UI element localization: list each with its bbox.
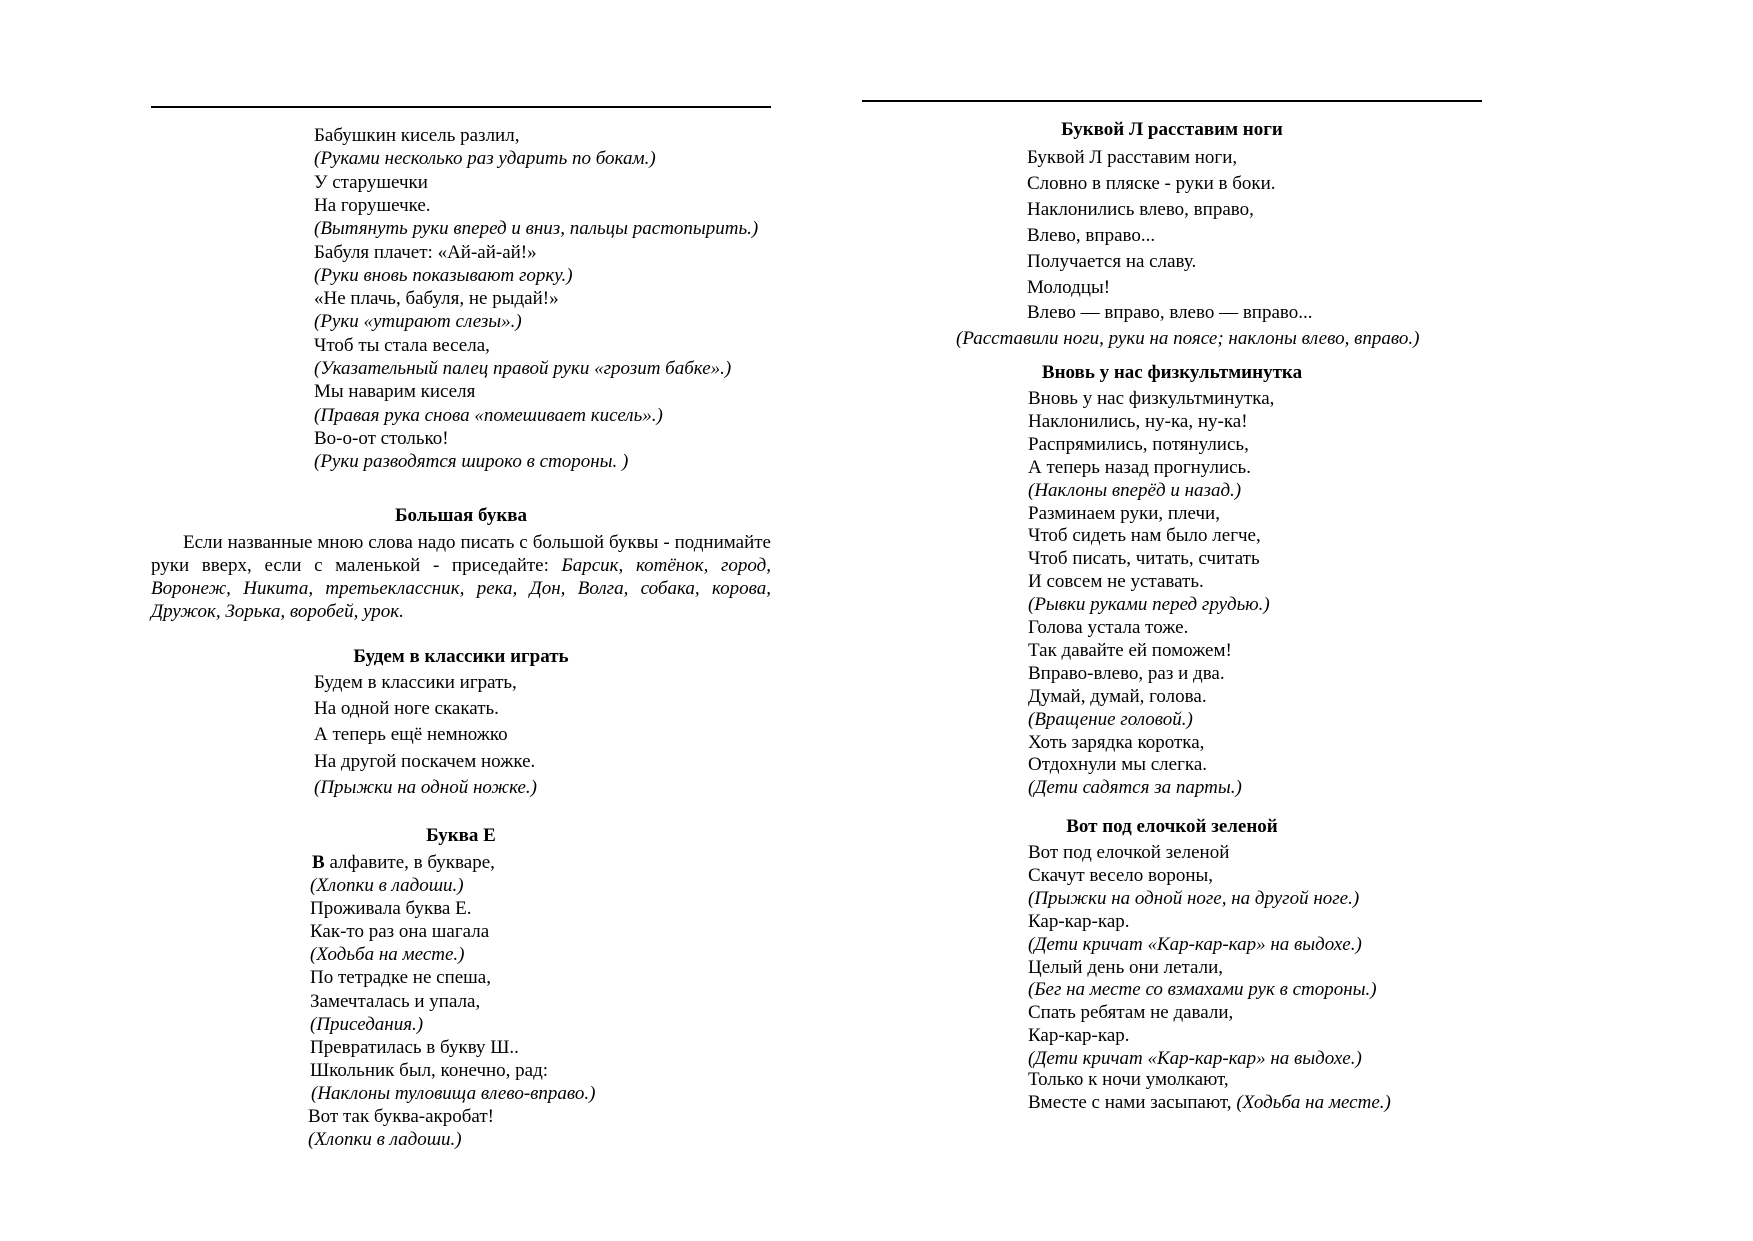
- verse-line: Влево, вправо...: [1027, 224, 1156, 246]
- verse-line: Вот так буква-акробат!: [308, 1106, 494, 1127]
- elochka-last-line: Только к ночи умолкают,: [1028, 1069, 1229, 1090]
- verse-line: Будем в классики играть,: [314, 672, 517, 693]
- verse-line: Наклонились влево, вправо,: [1027, 198, 1254, 220]
- verse-line: Словно в пляске - руки в боки.: [1027, 172, 1276, 194]
- stage-direction: (Вытянуть руки вперед и вниз, пальцы растопырить.): [314, 218, 759, 240]
- verse-line: Вновь у нас физкультминутка,: [1028, 388, 1275, 409]
- verse-line: Мы наварим киселя: [314, 381, 476, 403]
- verse-line: А теперь ещё немножко: [314, 724, 508, 746]
- verse-line: Бабушкин кисель разлил,: [314, 125, 520, 146]
- verse-line: Во-о-от столько!: [314, 427, 449, 449]
- verse-line: «Не плачь, бабуля, не рыдай!»: [314, 288, 559, 310]
- verse-line: У старушечки: [314, 171, 428, 193]
- stage-direction: (Правая рука снова «помешивает кисель».): [314, 404, 663, 426]
- verse-line: На горушечке.: [314, 194, 431, 216]
- verse-line: Наклонились, ну-ка, ну-ка!: [1028, 410, 1248, 432]
- stage-direction: (Вращение головой.): [1028, 708, 1193, 730]
- letter-e-bold-initial: В: [312, 852, 325, 873]
- letter-e-first-line: [312, 852, 495, 875]
- title-letter-l: Буквой Л расставим ноги: [1061, 119, 1283, 140]
- verse-line: Молодцы!: [1027, 276, 1111, 298]
- stage-direction: (Руками несколько раз ударить по бокам.): [314, 148, 656, 170]
- verse-line: Спать ребятам не давали,: [1028, 1002, 1234, 1024]
- elochka-final-line: [1028, 1092, 1391, 1115]
- verse-line: Влево — вправо, влево — вправо...: [1027, 302, 1313, 324]
- elochka-final-italic: (Ходьба на месте.): [1236, 1092, 1391, 1113]
- verse-line: Буквой Л расставим ноги,: [1027, 147, 1238, 168]
- verse-line: На другой поскачем ножке.: [314, 750, 536, 772]
- title-elochka: Вот под елочкой зеленой: [1066, 816, 1278, 837]
- verse-line: Чтоб ты стала весела,: [314, 334, 490, 356]
- stage-direction: (Дети кричат «Кар-кар-кар» на выдохе.): [1028, 933, 1362, 955]
- verse-line: Кар-кар-кар.: [1028, 1025, 1130, 1047]
- verse-line: Разминаем руки, плечи,: [1028, 502, 1220, 524]
- verse-line: Вправо-влево, раз и два.: [1028, 662, 1225, 684]
- verse-line: Как-то раз она шагала: [310, 921, 490, 943]
- stage-direction: (Ходьба на месте.): [310, 944, 465, 966]
- stage-direction: (Расставили ноги, руки на поясе; наклоны влево, вправо.): [956, 328, 1420, 350]
- letter-e-first-rest: алфавите, в букваре,: [324, 852, 495, 873]
- stage-direction: (Хлопки в ладоши.): [310, 875, 464, 896]
- stage-direction: (Хлопки в ладоши.): [308, 1129, 462, 1151]
- stage-direction: (Руки «утирают слезы».): [314, 311, 522, 333]
- stage-direction: (Руки вновь показывают горку.): [314, 264, 573, 286]
- stage-direction: (Прыжки на одной ножке.): [314, 776, 537, 798]
- title-fizminutka: Вновь у нас физкультминутка: [1041, 362, 1303, 383]
- verse-line: Целый день они летали,: [1028, 956, 1224, 978]
- stage-direction: (Приседания.): [310, 1013, 424, 1035]
- stage-direction: (Руки разводятся широко в стороны. ): [314, 451, 629, 473]
- verse-line: Превратилась в букву Ш..: [310, 1036, 519, 1058]
- big-letter-text: Если названные мною слова надо писать с большой буквы - поднимайте руки вверх, если с маленькой - приседайте:: [151, 532, 771, 576]
- title-letter-e: Буква Е: [426, 825, 496, 846]
- elochka-final-plain: Вместе с нами засыпают,: [1028, 1092, 1237, 1113]
- verse-line: Хоть зарядка коротка,: [1028, 731, 1205, 753]
- big-letter-paragraph: [151, 531, 771, 623]
- stage-direction: (Наклоны туловища влево-вправо.): [311, 1082, 596, 1104]
- title-big-letter: Большая буква: [394, 505, 528, 526]
- verse-line: На одной ноге скакать.: [314, 698, 499, 720]
- verse-line: Скачут весело вороны,: [1028, 864, 1214, 886]
- stage-direction: (Наклоны вперёд и назад.): [1028, 479, 1242, 501]
- big-letter-words: Барсик, котёнок, город, Воронеж, Никита, третьеклассник, река, Дон, Волга, собака, корова, Дружок, Зорька, воробей, урок.: [151, 555, 771, 622]
- verse-line: Вот под елочкой зеленой: [1028, 842, 1230, 863]
- stage-direction: (Дети садятся за парты.): [1028, 777, 1242, 799]
- verse-line: Чтоб писать, читать, считать: [1028, 548, 1260, 570]
- verse-line: Чтоб сидеть нам было легче,: [1028, 525, 1261, 547]
- verse-line: И совсем не уставать.: [1028, 571, 1204, 593]
- right-top-rule: [862, 100, 1482, 102]
- verse-line: Замечталась и упала,: [310, 990, 481, 1012]
- verse-line: Кар-кар-кар.: [1028, 910, 1130, 932]
- verse-line: По тетрадке не спеша,: [310, 967, 491, 989]
- verse-line: Проживала буква Е.: [310, 898, 472, 920]
- verse-line: Думай, думай, голова.: [1028, 685, 1207, 707]
- verse-line: А теперь назад прогнулись.: [1028, 456, 1251, 478]
- verse-line: Школьник был, конечно, рад:: [310, 1059, 549, 1081]
- verse-line: Бабуля плачет: «Ай-ай-ай!»: [314, 241, 537, 263]
- stage-direction: (Рывки руками перед грудью.): [1028, 594, 1270, 616]
- verse-line: Распрямились, потянулись,: [1028, 433, 1249, 455]
- verse-line: Получается на славу.: [1027, 250, 1197, 272]
- verse-line: Так давайте ей поможем!: [1028, 639, 1232, 661]
- title-classics: Будем в классики играть: [353, 646, 569, 667]
- stage-direction: (Дети кричат «Кар-кар-кар» на выдохе.): [1028, 1048, 1362, 1070]
- stage-direction: (Бег на месте со взмахами рук в стороны.): [1028, 979, 1377, 1001]
- left-top-rule: [151, 106, 771, 108]
- verse-line: Отдохнули мы слегка.: [1028, 754, 1208, 776]
- stage-direction: (Указательный палец правой руки «грозит бабке».): [314, 358, 732, 379]
- stage-direction: (Прыжки на одной ноге, на другой ноге.): [1028, 887, 1360, 909]
- verse-line: Голова устала тоже.: [1028, 617, 1189, 638]
